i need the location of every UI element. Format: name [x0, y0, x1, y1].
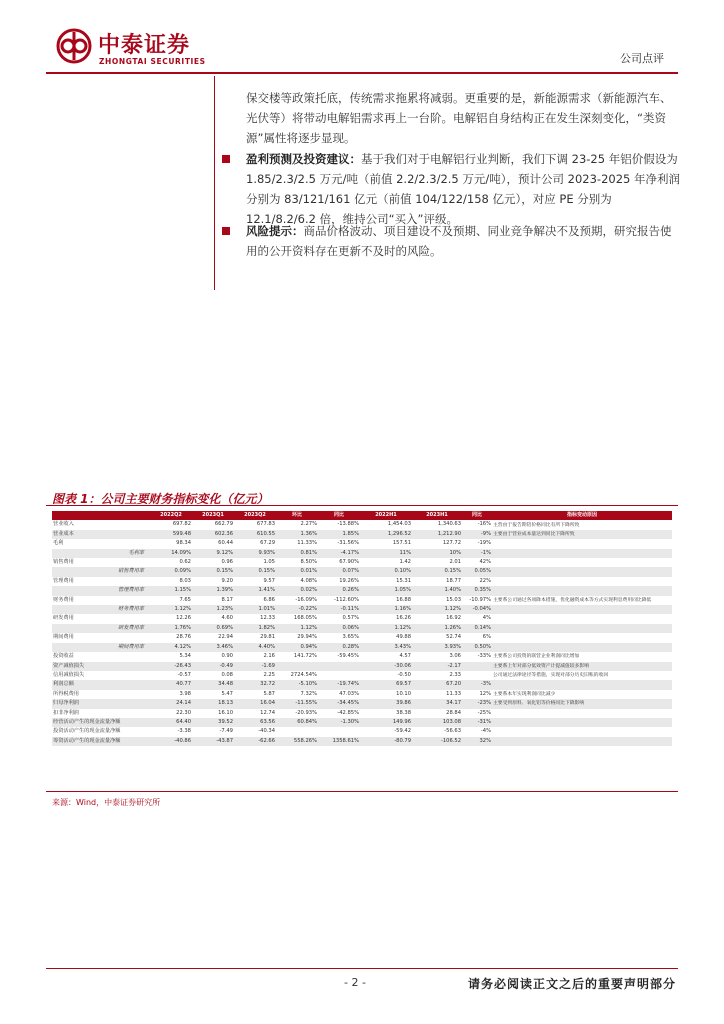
forecast-text: 基于我们对于电解铝行业判断，我们下调 23-25 年铝价假设为 1.85/2.3/2.5 万元/吨（前值 2.2/2.3/2.5 万元/吨），预计公司 2023-2025 年净利润分别为 83/121/161 亿元（前值 104/122/158 亿元），对应 PE 分别为 12.1/8.2/6.2 倍，维持公司“买入”评级。: [246, 152, 681, 226]
column-header: 2022Q2: [150, 511, 192, 520]
table-cell: 60.84%: [276, 718, 318, 727]
table-cell: 9.20: [221, 577, 233, 584]
table-cell: 5.47: [221, 690, 233, 697]
document-type: 公司点评: [620, 52, 664, 65]
table-cell: 1.05%: [360, 586, 412, 595]
row-label: 筹资活动产生的现金流量净额: [52, 737, 150, 746]
table-cell: 40.77: [150, 680, 192, 689]
table-cell: 0.05%: [462, 567, 492, 576]
column-header: 2023H1: [412, 511, 462, 520]
column-header: 同比: [318, 511, 360, 520]
table-row: [52, 567, 672, 576]
table-cell: [276, 662, 318, 671]
column-header: 指标变动原因: [492, 511, 672, 520]
table-cell: 7.32%: [300, 690, 317, 697]
table-cell: 9.12%: [192, 549, 234, 558]
table-cell: 602.36: [192, 530, 234, 539]
table-cell: 1.85%: [318, 530, 360, 539]
table-cell: 1.16%: [360, 605, 412, 614]
change-reason-cell: 公司通过法律途径等措施，实现对部分历史旧账的收回: [493, 673, 609, 679]
table-row: [52, 624, 672, 633]
table-cell: 4.60: [221, 615, 233, 622]
row-label: 研发费用率: [52, 624, 150, 633]
table-cell: -26.43: [150, 662, 192, 671]
table-cell: 558.26%: [276, 737, 318, 746]
table-cell: 0.09%: [150, 567, 192, 576]
table-cell: 3.46%: [192, 643, 234, 652]
table-cell: -31.56%: [337, 540, 359, 547]
table-cell: 0.50%: [462, 643, 492, 652]
table-row: [52, 662, 672, 671]
table-row: [52, 586, 672, 595]
footer-disclaimer: 请务必阅读正文之后的重要声明部分: [468, 977, 677, 991]
row-label: 利润总额: [52, 680, 150, 689]
change-reason-cell: 主营由于报告期铝价格同比有所下降所致: [493, 522, 580, 528]
table-cell: -25%: [477, 709, 491, 716]
row-label: 毛利率: [52, 549, 150, 558]
table-cell: 1.42: [399, 559, 411, 566]
table-cell: -80.79: [360, 737, 412, 746]
table-cell: 610.55: [234, 530, 276, 539]
table-cell: 1.40%: [412, 586, 462, 595]
table-cell: 9.57: [263, 577, 275, 584]
table-cell: 4.12%: [150, 643, 192, 652]
table-cell: -56.63: [444, 728, 461, 735]
table-row: [52, 577, 672, 586]
table-cell: -1%: [462, 549, 492, 558]
table-cell: -4%: [480, 728, 491, 735]
table-cell: 1.23%: [192, 605, 234, 614]
table-cell: -33%: [477, 653, 491, 660]
change-reason-cell: 主要系公司通过各项降本措施，优化融资成本等方式实现利息费用同比降低: [493, 597, 652, 603]
table-cell: 141.72%: [293, 653, 317, 660]
table-cell: -5.10%: [276, 680, 318, 689]
table-cell: 12.26: [176, 615, 191, 622]
table-cell: 1.26%: [412, 624, 462, 633]
row-label: 投资活动产生的现金流量净额: [53, 728, 121, 735]
table-row: [52, 558, 672, 567]
table-cell: 5.87: [263, 690, 275, 697]
table-cell: 15.31: [396, 577, 411, 584]
table-row: [52, 680, 672, 689]
table-cell: 52.74: [446, 634, 461, 641]
row-label: 期间费用率: [52, 643, 150, 652]
table-cell: 8.50%: [300, 559, 317, 566]
table-cell: 1.12%: [150, 605, 192, 614]
table-cell: 2.01: [449, 559, 461, 566]
table-cell: -0.11%: [318, 605, 360, 614]
table-cell: 1.01%: [234, 605, 276, 614]
table-cell: -0.04%: [462, 605, 492, 614]
row-label: 归母净利润: [52, 699, 150, 708]
row-label: 管理费用率: [52, 586, 150, 595]
row-label: 财务费用: [53, 596, 74, 603]
footer-rule: [46, 968, 678, 969]
sidebar-divider: [214, 76, 215, 290]
page-number: - 2 -: [344, 976, 366, 989]
table-cell: 0.08: [221, 671, 233, 678]
change-reason-cell: [492, 624, 672, 633]
financial-table: [52, 511, 672, 746]
table-cell: 29.81: [260, 634, 275, 641]
table-cell: 1.12%: [360, 624, 412, 633]
table-cell: 1.12%: [412, 605, 462, 614]
row-label: 销售费用: [53, 559, 74, 566]
zhongtai-logo-icon: [56, 28, 92, 64]
bullet-square-icon: [222, 155, 230, 163]
risk-text: 商品价格波动、项目建设不及预期、同业竞争解决不及预期，研究报告使用的公开资料存在更新不及时的风险。: [246, 224, 672, 258]
table-cell: 8.17: [221, 596, 233, 603]
table-cell: -40.34: [258, 728, 275, 735]
table-cell: -1.30%: [318, 718, 360, 727]
table-cell: 0.62: [179, 559, 191, 566]
table-row: [52, 596, 672, 605]
table-cell: 0.96: [221, 559, 233, 566]
bullet-square-icon: [222, 227, 230, 235]
table-cell: 0.15%: [192, 567, 234, 576]
paragraph-demand: 保交楼等政策托底，传统需求拖累将减弱。更重要的是，新能源需求（新能源汽车、光伏等）将带动电解铝需求再上一台阶。电解铝自身结构正在发生深刻变化，“类资源”属性将逐步显现。: [246, 91, 672, 145]
table-cell: 4.08%: [300, 577, 317, 584]
table-cell: [276, 727, 318, 736]
table-cell: 14.09%: [150, 549, 192, 558]
row-label: 期间费用: [53, 634, 74, 641]
table-row: [52, 709, 672, 718]
table-cell: 662.79: [214, 521, 233, 528]
table-bottom-rule: [46, 791, 678, 792]
table-cell: 0.26%: [318, 586, 360, 595]
change-reason-cell: [492, 605, 672, 614]
table-cell: -59.42: [394, 728, 411, 735]
row-label: 资产减值损失: [52, 662, 150, 671]
table-cell: -34.45%: [318, 699, 360, 708]
row-label: 财务费用率: [52, 605, 150, 614]
table-cell: -19.74%: [318, 680, 360, 689]
table-cell: 28.84: [446, 709, 461, 716]
table-cell: 16.88: [396, 596, 411, 603]
table-cell: 18.77: [446, 577, 461, 584]
table-cell: 0.15%: [234, 567, 276, 576]
table-cell: 18.13: [192, 699, 234, 708]
table-row: [52, 549, 672, 558]
table-row: [52, 633, 672, 642]
table-cell: -20.93%: [295, 709, 317, 716]
change-reason-cell: [492, 614, 672, 623]
table-header-row: [52, 511, 672, 520]
table-row: [52, 699, 672, 708]
table-cell: 10%: [412, 549, 462, 558]
table-cell: 39.86: [360, 699, 412, 708]
table-cell: 2724.54%: [290, 671, 317, 678]
table-row: [52, 652, 672, 661]
table-cell: 32%: [462, 737, 492, 746]
row-label: 经营活动产生的现金流量净额: [52, 718, 150, 727]
table-cell: 47.03%: [339, 690, 359, 697]
table-cell: 69.57: [360, 680, 412, 689]
table-row: [52, 605, 672, 614]
table-cell: 11.33%: [297, 540, 317, 547]
change-reason-cell: [492, 727, 672, 736]
change-reason-cell: [492, 633, 672, 642]
table-cell: 34.17: [412, 699, 462, 708]
row-label: 管理费用: [53, 577, 74, 584]
table-cell: 67.29: [260, 540, 275, 547]
table-cell: 3.06: [449, 653, 461, 660]
company-name-cn: 中泰证券: [98, 33, 191, 58]
table-cell: 2.33: [449, 671, 461, 678]
table-cell: -13.88%: [337, 521, 359, 528]
row-label: 投资收益: [53, 653, 74, 660]
change-reason-cell: [492, 737, 672, 746]
table-cell: [318, 671, 360, 680]
table-row: [52, 690, 672, 699]
forecast-label: 盈利预测及投资建议：: [246, 152, 361, 166]
table-cell: 0.14%: [462, 624, 492, 633]
table-cell: 22.30: [176, 709, 191, 716]
table-cell: 1.36%: [276, 530, 318, 539]
table-cell: 5.34: [179, 653, 191, 660]
table-cell: 599.48: [150, 530, 192, 539]
row-label: 研发费用: [53, 615, 74, 622]
table-cell: 22%: [479, 577, 491, 584]
table-cell: 11%: [360, 549, 412, 558]
table-cell: 168.05%: [293, 615, 317, 622]
table-cell: 0.90: [221, 653, 233, 660]
change-reason-cell: [492, 549, 672, 558]
row-label: 营业收入: [53, 521, 74, 528]
table-cell: -11.55%: [276, 699, 318, 708]
table-cell: 103.08: [412, 718, 462, 727]
table-cell: -3%: [462, 680, 492, 689]
table-row: [52, 737, 672, 746]
table-cell: 11.33: [446, 690, 461, 697]
table-cell: 3.43%: [360, 643, 412, 652]
table-row: [52, 727, 672, 736]
table-cell: -0.57: [177, 671, 191, 678]
row-label: 所得税费用: [53, 690, 79, 697]
table-cell: 0.10%: [360, 567, 412, 576]
table-cell: 157.51: [392, 540, 411, 547]
change-reason-cell: [492, 709, 672, 718]
table-cell: 2.27%: [300, 521, 317, 528]
change-reason-cell: 主要系公司投资的联营企业利润同比增加: [493, 654, 580, 660]
table-cell: 0.01%: [276, 567, 318, 576]
table-cell: 1358.61%: [318, 737, 360, 746]
table-cell: 2.25: [263, 671, 275, 678]
table-cell: 9.93%: [234, 549, 276, 558]
table-cell: 1,296.52: [360, 530, 412, 539]
table-cell: 3.98: [179, 690, 191, 697]
table-cell: 1,340.63: [437, 521, 461, 528]
table-cell: -62.66: [234, 737, 276, 746]
table-cell: 1.41%: [234, 586, 276, 595]
table-cell: 0.81%: [276, 549, 318, 558]
table-cell: 67.90%: [339, 559, 359, 566]
column-header: 同比: [462, 511, 492, 520]
table-cell: 34.48: [192, 680, 234, 689]
paragraph-forecast: [246, 149, 682, 229]
table-cell: 0.02%: [276, 586, 318, 595]
table-cell: 0.69%: [192, 624, 234, 633]
change-reason-cell: [492, 577, 672, 586]
header-rule: [46, 72, 678, 74]
table-cell: 16.10: [218, 709, 233, 716]
table-cell: -4.17%: [318, 549, 360, 558]
table-cell: [318, 727, 360, 736]
table-cell: 38.38: [396, 709, 411, 716]
table-cell: 697.82: [172, 521, 191, 528]
table-cell: -2.17: [412, 662, 462, 671]
table-cell: 12.33: [260, 615, 275, 622]
change-reason-cell: [492, 558, 672, 567]
table-cell: 12.74: [260, 709, 275, 716]
table-cell: 1.76%: [150, 624, 192, 633]
table-cell: 22.94: [218, 634, 233, 641]
table-cell: -0.49: [192, 662, 234, 671]
table-cell: 0.28%: [318, 643, 360, 652]
table-cell: -30.06: [360, 662, 412, 671]
change-reason-cell: [492, 718, 672, 727]
table-row: [52, 671, 672, 680]
table-cell: -7.49: [219, 728, 233, 735]
table-cell: 0.06%: [318, 624, 360, 633]
table-cell: 1.05: [263, 559, 275, 566]
table-cell: -19%: [477, 540, 491, 547]
table-cell: 3.65%: [342, 634, 359, 641]
row-label: 扣非净利润: [53, 709, 79, 716]
table-cell: 1.15%: [150, 586, 192, 595]
column-header: 2023Q2: [234, 511, 276, 520]
change-reason-cell: 主要受到原料、氧化铝等价格同比下降影响: [492, 699, 672, 708]
table-cell: -16%: [477, 521, 491, 528]
risk-label: 风险提示：: [246, 224, 304, 238]
change-reason-cell: [492, 643, 672, 652]
table-cell: 10.10: [396, 690, 411, 697]
table-row: [52, 643, 672, 652]
company-name-en: ZHONGTAI SECURITIES: [99, 57, 206, 66]
table-cell: 7.65: [179, 596, 191, 603]
row-label: 销售费用率: [52, 567, 150, 576]
change-reason-cell: [492, 586, 672, 595]
table-cell: -16.09%: [295, 596, 317, 603]
table-cell: 4.57: [399, 653, 411, 660]
table-cell: 0.35%: [462, 586, 492, 595]
column-header: 环比: [276, 511, 318, 520]
change-reason-cell: [492, 567, 672, 576]
table-cell: -10.97%: [469, 596, 491, 603]
figure-source: 来源：Wind，中泰证券研究所: [52, 798, 161, 807]
table-cell: 29.94%: [297, 634, 317, 641]
table-cell: 39.52: [192, 718, 234, 727]
table-cell: 98.34: [176, 540, 191, 547]
table-cell: 15.03: [446, 596, 461, 603]
table-row: [52, 539, 672, 548]
table-cell: [462, 671, 492, 680]
table-cell: -31%: [462, 718, 492, 727]
table-cell: 12%: [479, 690, 491, 697]
figure-title: 图表 1：公司主要财务指标变化（亿元）: [52, 492, 269, 506]
table-cell: 1.12%: [276, 624, 318, 633]
table-cell: -106.52: [412, 737, 462, 746]
change-reason-cell: 主要系上年对部分低效资产计提减值较多影响: [492, 662, 672, 671]
column-header: 2022H1: [360, 511, 412, 520]
table-cell: 1,454.03: [387, 521, 411, 528]
column-header: [52, 511, 150, 520]
table-cell: 0.94%: [276, 643, 318, 652]
row-label: 信用减值损失: [53, 671, 85, 678]
table-cell: -112.60%: [334, 596, 359, 603]
change-reason-cell: 主要系本年实现利润同比减少: [493, 691, 556, 697]
paragraph-risk: [246, 221, 682, 261]
table-cell: 1.82%: [234, 624, 276, 633]
change-reason-cell: [492, 539, 672, 548]
row-label: 毛利: [53, 540, 64, 547]
table-cell: -1.69: [234, 662, 276, 671]
table-cell: -9%: [462, 530, 492, 539]
table-row: [52, 718, 672, 727]
table-cell: 0.57%: [342, 615, 359, 622]
table-cell: 67.20: [412, 680, 462, 689]
table-cell: 8.03: [179, 577, 191, 584]
table-cell: -0.50: [397, 671, 411, 678]
table-cell: 4%: [482, 615, 491, 622]
table-cell: [318, 662, 360, 671]
table-row: [52, 614, 672, 623]
table-cell: -40.86: [150, 737, 192, 746]
table-cell: -43.87: [192, 737, 234, 746]
table-cell: 6.86: [263, 596, 275, 603]
table-cell: 24.14: [150, 699, 192, 708]
table-cell: 6%: [482, 634, 491, 641]
table-cell: 60.44: [218, 540, 233, 547]
table-cell: 1.39%: [192, 586, 234, 595]
change-reason-cell: 主要由于营业成本量达到同比下降所致: [492, 530, 672, 539]
table-cell: 4.40%: [234, 643, 276, 652]
table-cell: 32.72: [234, 680, 276, 689]
column-header: 2023Q1: [192, 511, 234, 520]
table-cell: -59.45%: [337, 653, 359, 660]
figure-rule: [46, 505, 678, 506]
table-cell: 127.72: [442, 540, 461, 547]
table-cell: 16.92: [446, 615, 461, 622]
table-cell: 149.96: [360, 718, 412, 727]
table-cell: 28.76: [176, 634, 191, 641]
table-cell: 16.04: [234, 699, 276, 708]
table-cell: 64.40: [150, 718, 192, 727]
table-cell: 63.56: [234, 718, 276, 727]
table-cell: 0.07%: [318, 567, 360, 576]
table-cell: 2.16: [263, 653, 275, 660]
change-reason-cell: [492, 680, 672, 689]
table-cell: -0.22%: [276, 605, 318, 614]
table-body: [52, 520, 672, 746]
table-cell: -42.85%: [337, 709, 359, 716]
table-cell: 0.15%: [412, 567, 462, 576]
table-cell: 16.26: [396, 615, 411, 622]
table-row: [52, 520, 672, 529]
table-cell: 49.88: [396, 634, 411, 641]
table-cell: 677.83: [256, 521, 275, 528]
table-cell: 19.26%: [339, 577, 359, 584]
row-label: 营业成本: [52, 530, 150, 539]
table-cell: 42%: [479, 559, 491, 566]
table-cell: -3.38: [177, 728, 191, 735]
table-row: [52, 530, 672, 539]
table-cell: 1,212.90: [412, 530, 462, 539]
table-cell: 3.93%: [412, 643, 462, 652]
table-cell: [462, 662, 492, 671]
table-cell: -23%: [462, 699, 492, 708]
